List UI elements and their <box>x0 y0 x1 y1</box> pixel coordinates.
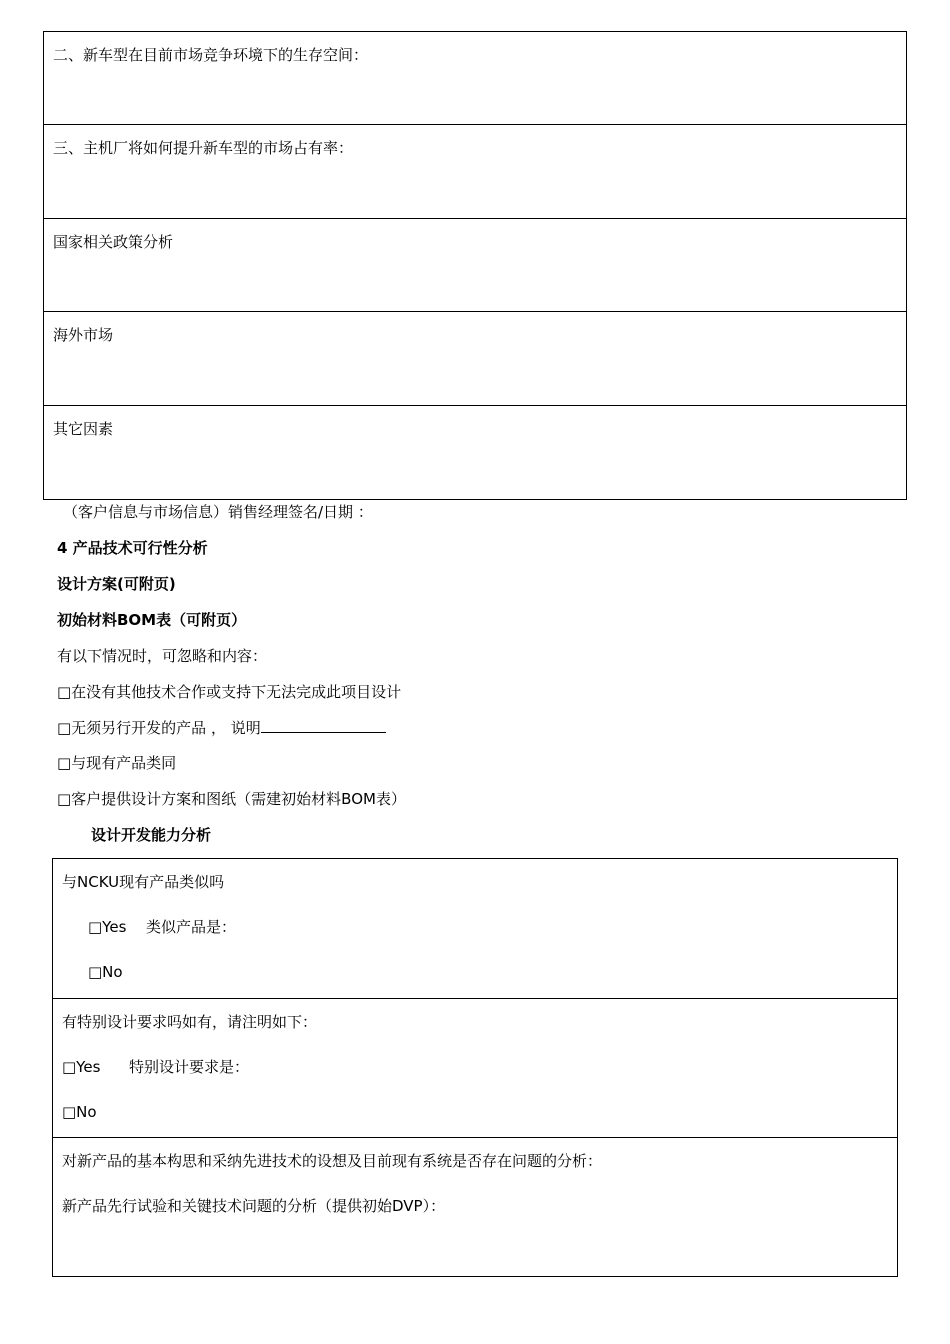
signature-line: （客户信息与市场信息）销售经理签名/日期 ： <box>63 503 373 521</box>
option-customer-design: □客户提供设计方案和图纸（需建初始材料BOM表） <box>57 790 406 808</box>
market-row-policy <box>44 219 906 312</box>
section-heading: 4 产品技术可行性分析 <box>57 539 208 557</box>
row-label: 其它因素 <box>53 419 114 438</box>
capability-heading: 设计开发能力分析 <box>91 826 212 844</box>
market-row-survival-space <box>44 32 906 125</box>
similar-no-checkbox[interactable]: □No <box>88 963 123 981</box>
market-row-other <box>44 406 906 499</box>
question-dvp-analysis: 新产品先行试验和关键技术问题的分析（提供初始DVP）： <box>62 1197 446 1215</box>
capability-section-special <box>53 999 897 1139</box>
special-yes-checkbox[interactable]: □Yes <box>62 1057 101 1076</box>
row-label: 二、新车型在目前市场竞争环境下的生存空间： <box>53 46 369 64</box>
row-label: 三、主机厂将如何提升新车型的市场占有率： <box>53 139 354 158</box>
omit-intro: 有以下情况时，可忽略和内容： <box>57 647 268 665</box>
market-analysis-table <box>43 31 907 500</box>
question-concept-analysis: 对新产品的基本构思和采纳先进技术的设想及目前现有系统是否存在问题的分析： <box>62 1152 603 1170</box>
similar-yes-checkbox[interactable]: □Yes <box>88 918 127 936</box>
bom-label: 初始材料BOM表（可附页） <box>57 611 247 629</box>
special-no-checkbox[interactable]: □No <box>62 1102 97 1121</box>
market-row-market-share <box>44 125 906 218</box>
row-label: 海外市场 <box>53 326 114 345</box>
capability-section-analysis <box>53 1138 897 1278</box>
similar-product-label: 类似产品是： <box>146 918 237 936</box>
question-similar: 与NCKU现有产品类似吗 <box>62 873 225 891</box>
option-no-support: □在没有其他技术合作或支持下无法完成此项目设计 <box>57 683 402 701</box>
option-similar: □与现有产品类同 <box>57 754 177 772</box>
question-special: 有特别设计要求吗如有，请注明如下： <box>62 1012 318 1031</box>
design-plan-label: 设计方案(可附页) <box>57 575 176 593</box>
option-no-development <box>57 718 386 738</box>
row-label: 国家相关政策分析 <box>53 232 174 251</box>
option-label: □无须另行开发的产品 ， 说明 <box>57 719 261 737</box>
capability-section-similar <box>53 859 897 999</box>
capability-table <box>52 858 898 1277</box>
market-row-overseas <box>44 312 906 405</box>
special-requirement-label: 特别设计要求是： <box>129 1057 250 1076</box>
explanation-blank[interactable] <box>261 718 386 733</box>
